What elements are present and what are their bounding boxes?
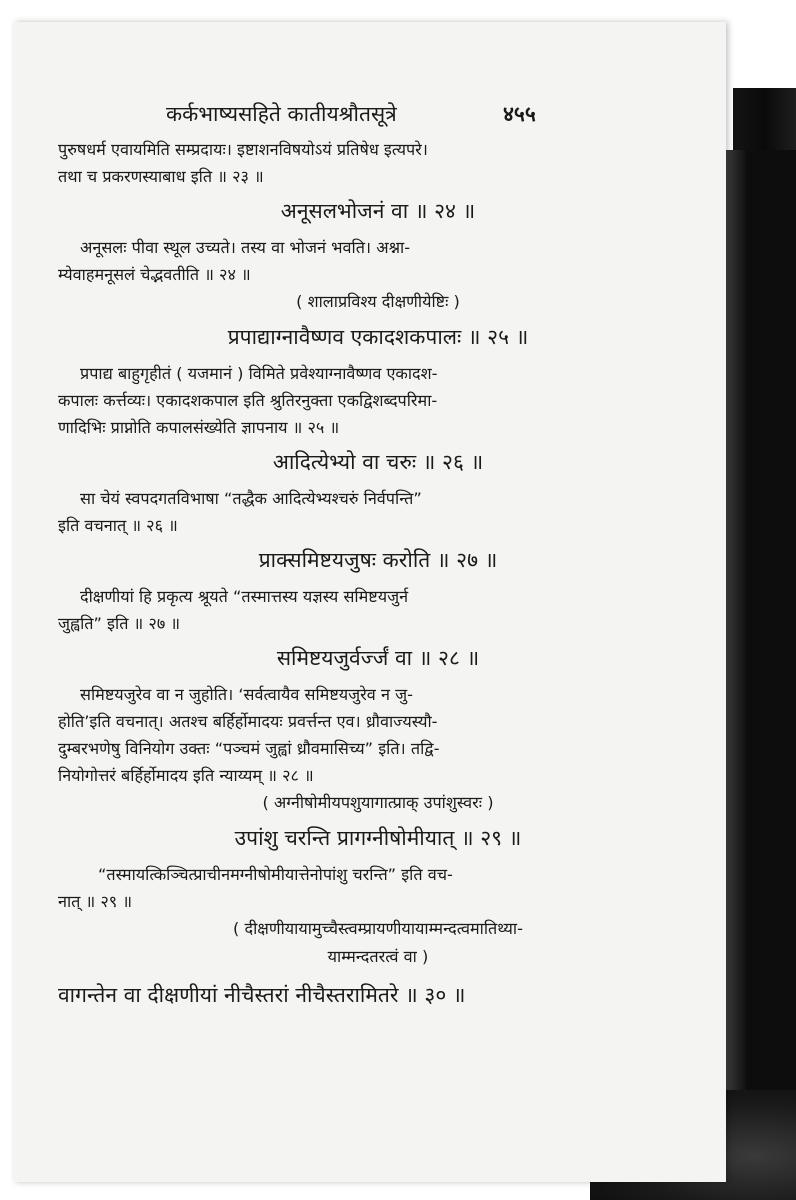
commentary-line: प्रपाद्य बाहुगृहीतं ( यजमानं ) विमिते प्रवेश्याग्नावैष्णव एकादश-	[80, 364, 438, 383]
commentary-line: “तस्मायत्किञ्चित्प्राचीनमग्नीषोमीयात्तेनोपांशु चरन्ति” इति वच-	[98, 865, 453, 884]
book-page-stack	[740, 150, 796, 1140]
commentary-line: दुम्बरभणेषु विनियोग उक्तः “पञ्चमं जुह्वां ध्रौवमासिच्य” इति। तद्वि-	[58, 739, 440, 758]
commentary-line: नियोगोत्तरं बर्हिर्होमादय इति न्याय्यम् ॥ २८ ॥	[58, 766, 314, 785]
commentary-line: कपालः कर्त्तव्यः। एकादशकपाल इति श्रुतिरनुक्ता एकद्विशब्दपरिमा-	[58, 391, 438, 410]
commentary-line: पुरुषधर्म एवायमिति सम्प्रदायः। इष्टाशनविषयोऽयं प्रतिषेध इत्यपरे।	[58, 140, 428, 159]
rubric-line: ( दीक्षणीयायामुच्चैस्त्वम्प्रायणीयायाम्मन्दत्वमातिथ्या-	[233, 919, 523, 938]
sutra-line: वागन्तेन वा दीक्षणीयां नीचैस्तरां नीचैस्तरामितरे ॥ ३० ॥	[58, 983, 466, 1007]
commentary-line: नात् ॥ २९ ॥	[58, 892, 133, 911]
sutra-line: उपांशु चरन्ति प्रागग्नीषोमीयात् ॥ २९ ॥	[234, 826, 522, 850]
commentary-line: दीक्षणीयां हि प्रकृत्य श्रूयते “तस्मात्तस्य यज्ञस्य समिष्टयजुर्न	[80, 587, 409, 606]
sutra-line: प्रपाद्याग्नावैष्णव एकादशकपालः ॥ २५ ॥	[227, 325, 529, 349]
commentary-line: तथा च प्रकरणस्याबाध इति ॥ २३ ॥	[58, 167, 264, 186]
commentary-line: म्येवाहमनूसलं चेद्भवतीति ॥ २४ ॥	[58, 265, 251, 284]
page-number: ४५५	[503, 102, 536, 126]
rubric-line: ( शालाप्रविश्य दीक्षणीयेष्टिः )	[296, 292, 460, 311]
sutra-line: आदित्येभ्यो वा चरुः ॥ २६ ॥	[272, 450, 484, 474]
commentary-line: समिष्टयजुरेव वा न जुहोति। ‘सर्वत्वायैव समिष्टयजुरेव न जु-	[80, 685, 413, 704]
page-body	[58, 136, 698, 1013]
rubric-line: ( अग्नीषोमीयपशुयागात्प्राक् उपांशुस्वरः )	[262, 793, 494, 812]
commentary-line: इति वचनात् ॥ २६ ॥	[58, 516, 178, 535]
commentary-line: जुह्वति” इति ॥ २७ ॥	[58, 614, 181, 633]
sutra-line: समिष्टयजुर्वर्ज्जं वा ॥ २८ ॥	[276, 646, 480, 670]
commentary-line: होति’इति वचनात्। अतश्च बर्हिर्होमादयः प्रवर्त्तन्त एव। ध्रौवाज्यस्यौ-	[58, 712, 438, 731]
commentary-line: सा चेयं स्वपदगतविभाषा “तद्धैक आदित्येभ्यश्चरुं निर्वपन्ति”	[80, 489, 422, 508]
running-title: कर्कभाष्यसहिते कातीयश्रौतसूत्रे	[166, 102, 397, 126]
sutra-line: प्राक्समिष्टयजुषः करोति ॥ २७ ॥	[258, 548, 498, 572]
running-header	[58, 100, 698, 136]
sutra-line: अनूसलभोजनं वा ॥ २४ ॥	[280, 199, 476, 223]
commentary-line: अनूसलः पीवा स्थूल उच्यते। तस्य वा भोजनं भवति। अश्ना-	[80, 238, 411, 257]
commentary-line: णादिभिः प्राप्नोति कपालसंख्येति ज्ञापनाय ॥ २५ ॥	[58, 418, 340, 437]
rubric-line: याम्मन्दतरत्वं वा )	[327, 947, 429, 966]
page-text-block	[58, 100, 698, 1013]
